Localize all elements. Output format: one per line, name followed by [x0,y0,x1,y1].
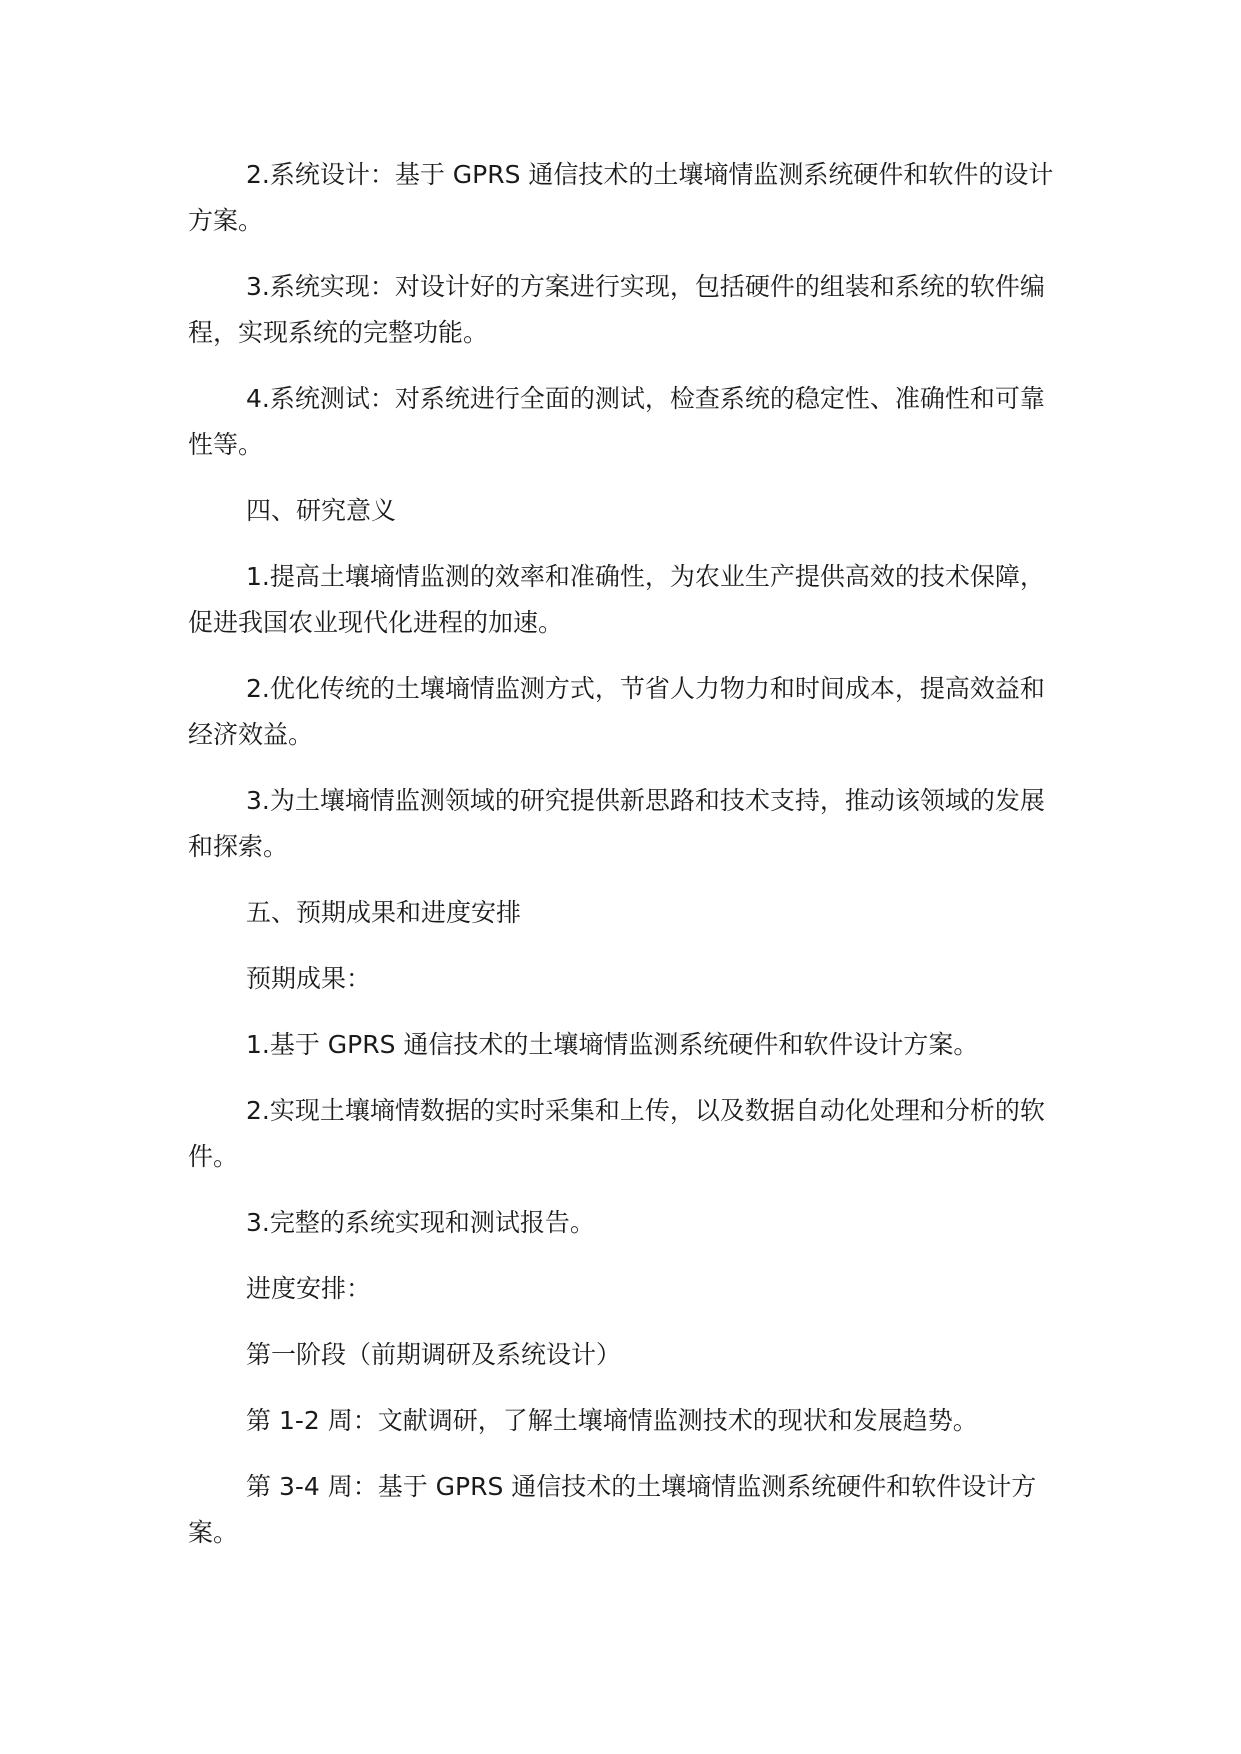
paragraph-significance-2: 2.优化传统的土壤墒情监测方式，节省人力物力和时间成本，提高效益和经济效益。 [188,674,1045,749]
paragraph-significance-1: 1.提高土壤墒情监测的效率和准确性，为农业生产提供高效的技术保障，促进我国农业现代化进程的加速。 [188,562,1045,637]
label-expected-results: 预期成果： [246,964,372,993]
label-schedule: 进度安排： [246,1274,372,1303]
paragraph-result-3: 3.完整的系统实现和测试报告。 [246,1208,595,1237]
paragraph-week-3-4: 第 3-4 周：基于 GPRS 通信技术的土壤墒情监测系统硬件和软件设计方案。 [188,1472,1037,1547]
paragraph-system-testing: 4.系统测试：对系统进行全面的测试，检查系统的稳定性、准确性和可靠性等。 [188,384,1045,459]
paragraph-significance-3: 3.为土壤墒情监测领域的研究提供新思路和技术支持，推动该领域的发展和探索。 [188,786,1045,861]
paragraph-system-design: 2.系统设计：基于 GPRS 通信技术的土壤墒情监测系统硬件和软件的设计方案。 [188,160,1054,235]
paragraph-week-1-2: 第 1-2 周：文献调研，了解土壤墒情监测技术的现状和发展趋势。 [246,1406,978,1435]
paragraph-system-implementation: 3.系统实现：对设计好的方案进行实现，包括硬件的组装和系统的软件编程，实现系统的完整功能。 [188,272,1045,347]
heading-research-significance: 四、研究意义 [246,496,397,525]
paragraph-result-2: 2.实现土壤墒情数据的实时采集和上传，以及数据自动化处理和分析的软件。 [188,1096,1045,1171]
heading-expected-results-schedule: 五、预期成果和进度安排 [246,898,522,927]
paragraph-phase-1: 第一阶段（前期调研及系统设计） [246,1340,622,1369]
document-page [188,152,1060,1576]
paragraph-result-1: 1.基于 GPRS 通信技术的土壤墒情监测系统硬件和软件设计方案。 [246,1030,979,1059]
